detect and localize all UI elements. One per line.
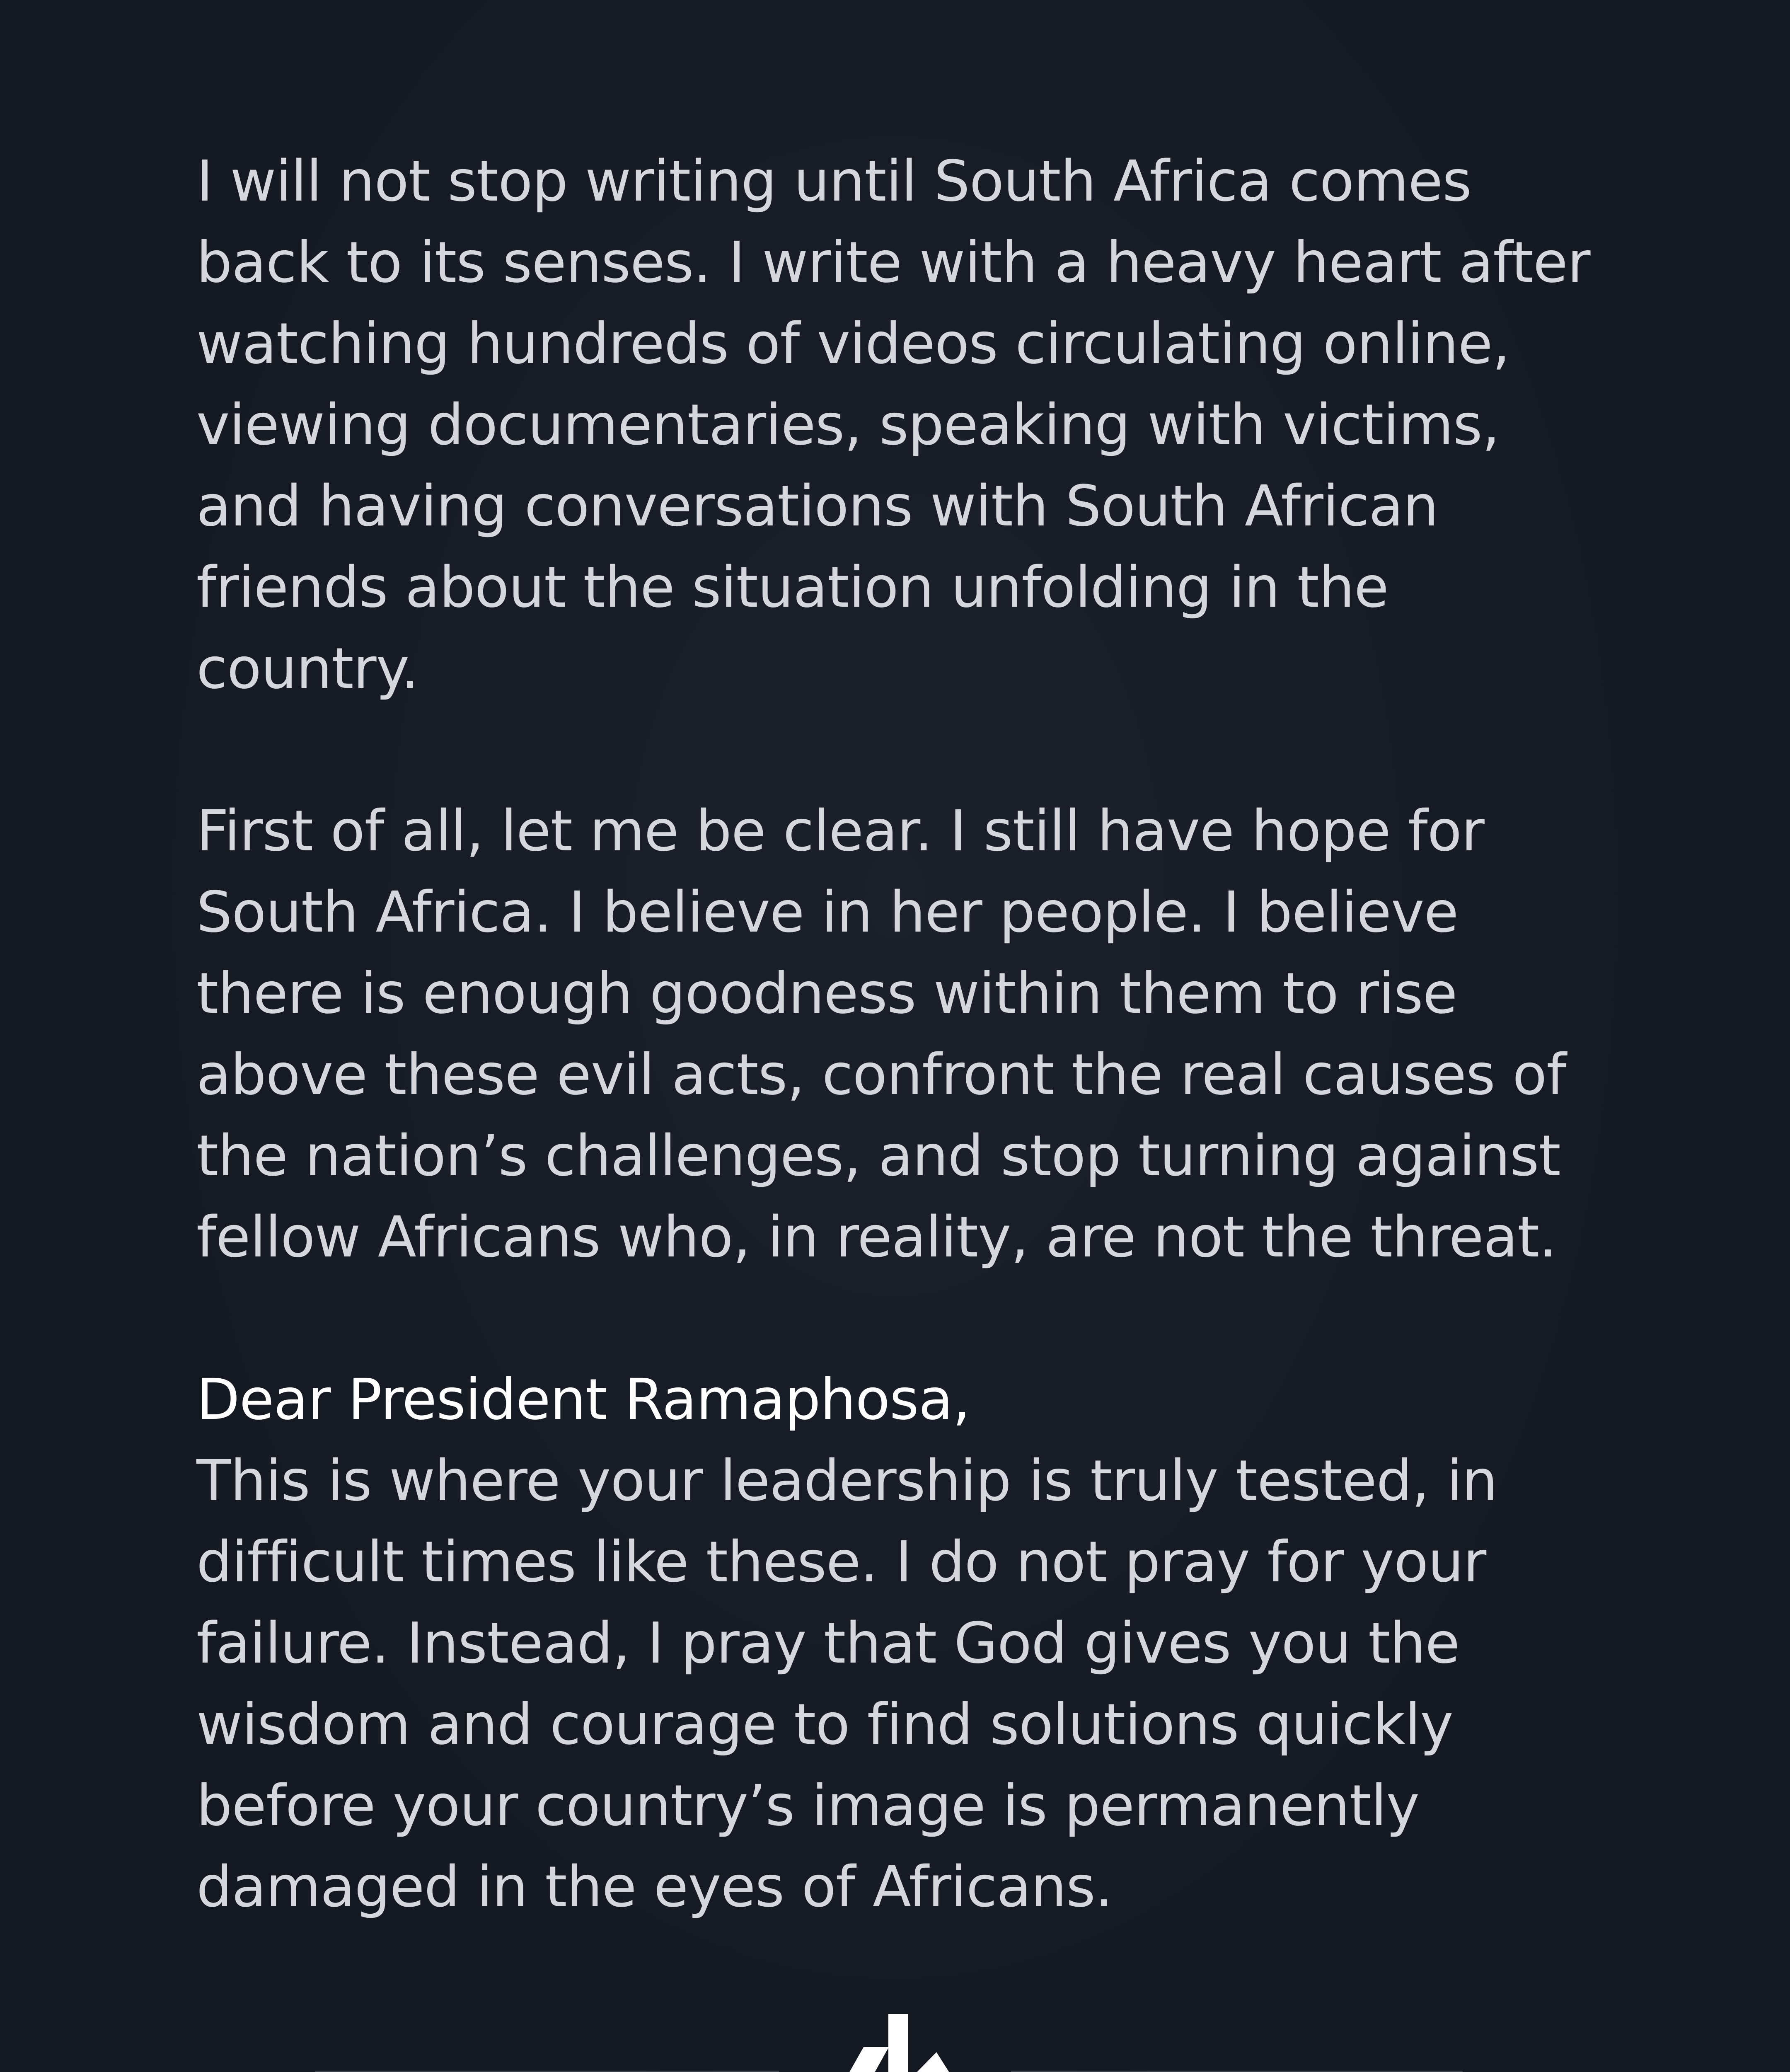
text-line: First of all, let me be clear. I still have hope for (196, 799, 1484, 864)
text-line: back to its senses. I write with a heavy heart after (196, 230, 1590, 295)
text-line: and having conversations with South African (196, 474, 1439, 539)
text-line: the nation’s challenges, and stop turning against (196, 1123, 1560, 1189)
text-line: there is enough goodness within them to rise (196, 961, 1457, 1026)
paragraph-intro (196, 141, 1613, 709)
text-line: before your country’s image is permanently (196, 1773, 1420, 1839)
text-line: fellow Africans who, in reality, are not the threat. (196, 1205, 1557, 1270)
text-line: above these evil acts, confront the real causes of (196, 1042, 1566, 1108)
text-line: failure. Instead, I pray that God gives you the (196, 1611, 1460, 1676)
text-line: I will not stop writing until South Africa comes (196, 149, 1471, 214)
text-line: damaged in the eyes of Africans. (196, 1854, 1113, 1920)
paragraph-address (196, 1359, 1613, 1928)
text-line: South Africa. I believe in her people. I believe (196, 880, 1459, 945)
salutation: Dear President Ramaphosa, (196, 1367, 970, 1433)
text-line: friends about the situation unfolding in the (196, 555, 1388, 620)
paragraph-hope (196, 791, 1613, 1278)
letter-body (196, 141, 1613, 1928)
text-line: watching hundreds of videos circulating online, (196, 311, 1510, 377)
brand-monogram-icon (812, 2014, 978, 2072)
text-line: This is where your leadership is truly tested, in (196, 1448, 1497, 1514)
paragraph-spacer (196, 1278, 1613, 1359)
text-line: wisdom and courage to find solutions quickly (196, 1692, 1453, 1757)
text-line: viewing documentaries, speaking with victims, (196, 392, 1500, 458)
text-line: difficult times like these. I do not pray for your (196, 1530, 1486, 1595)
text-line: country. (196, 636, 418, 702)
footer (0, 2006, 1790, 2072)
paragraph-spacer (196, 709, 1613, 791)
